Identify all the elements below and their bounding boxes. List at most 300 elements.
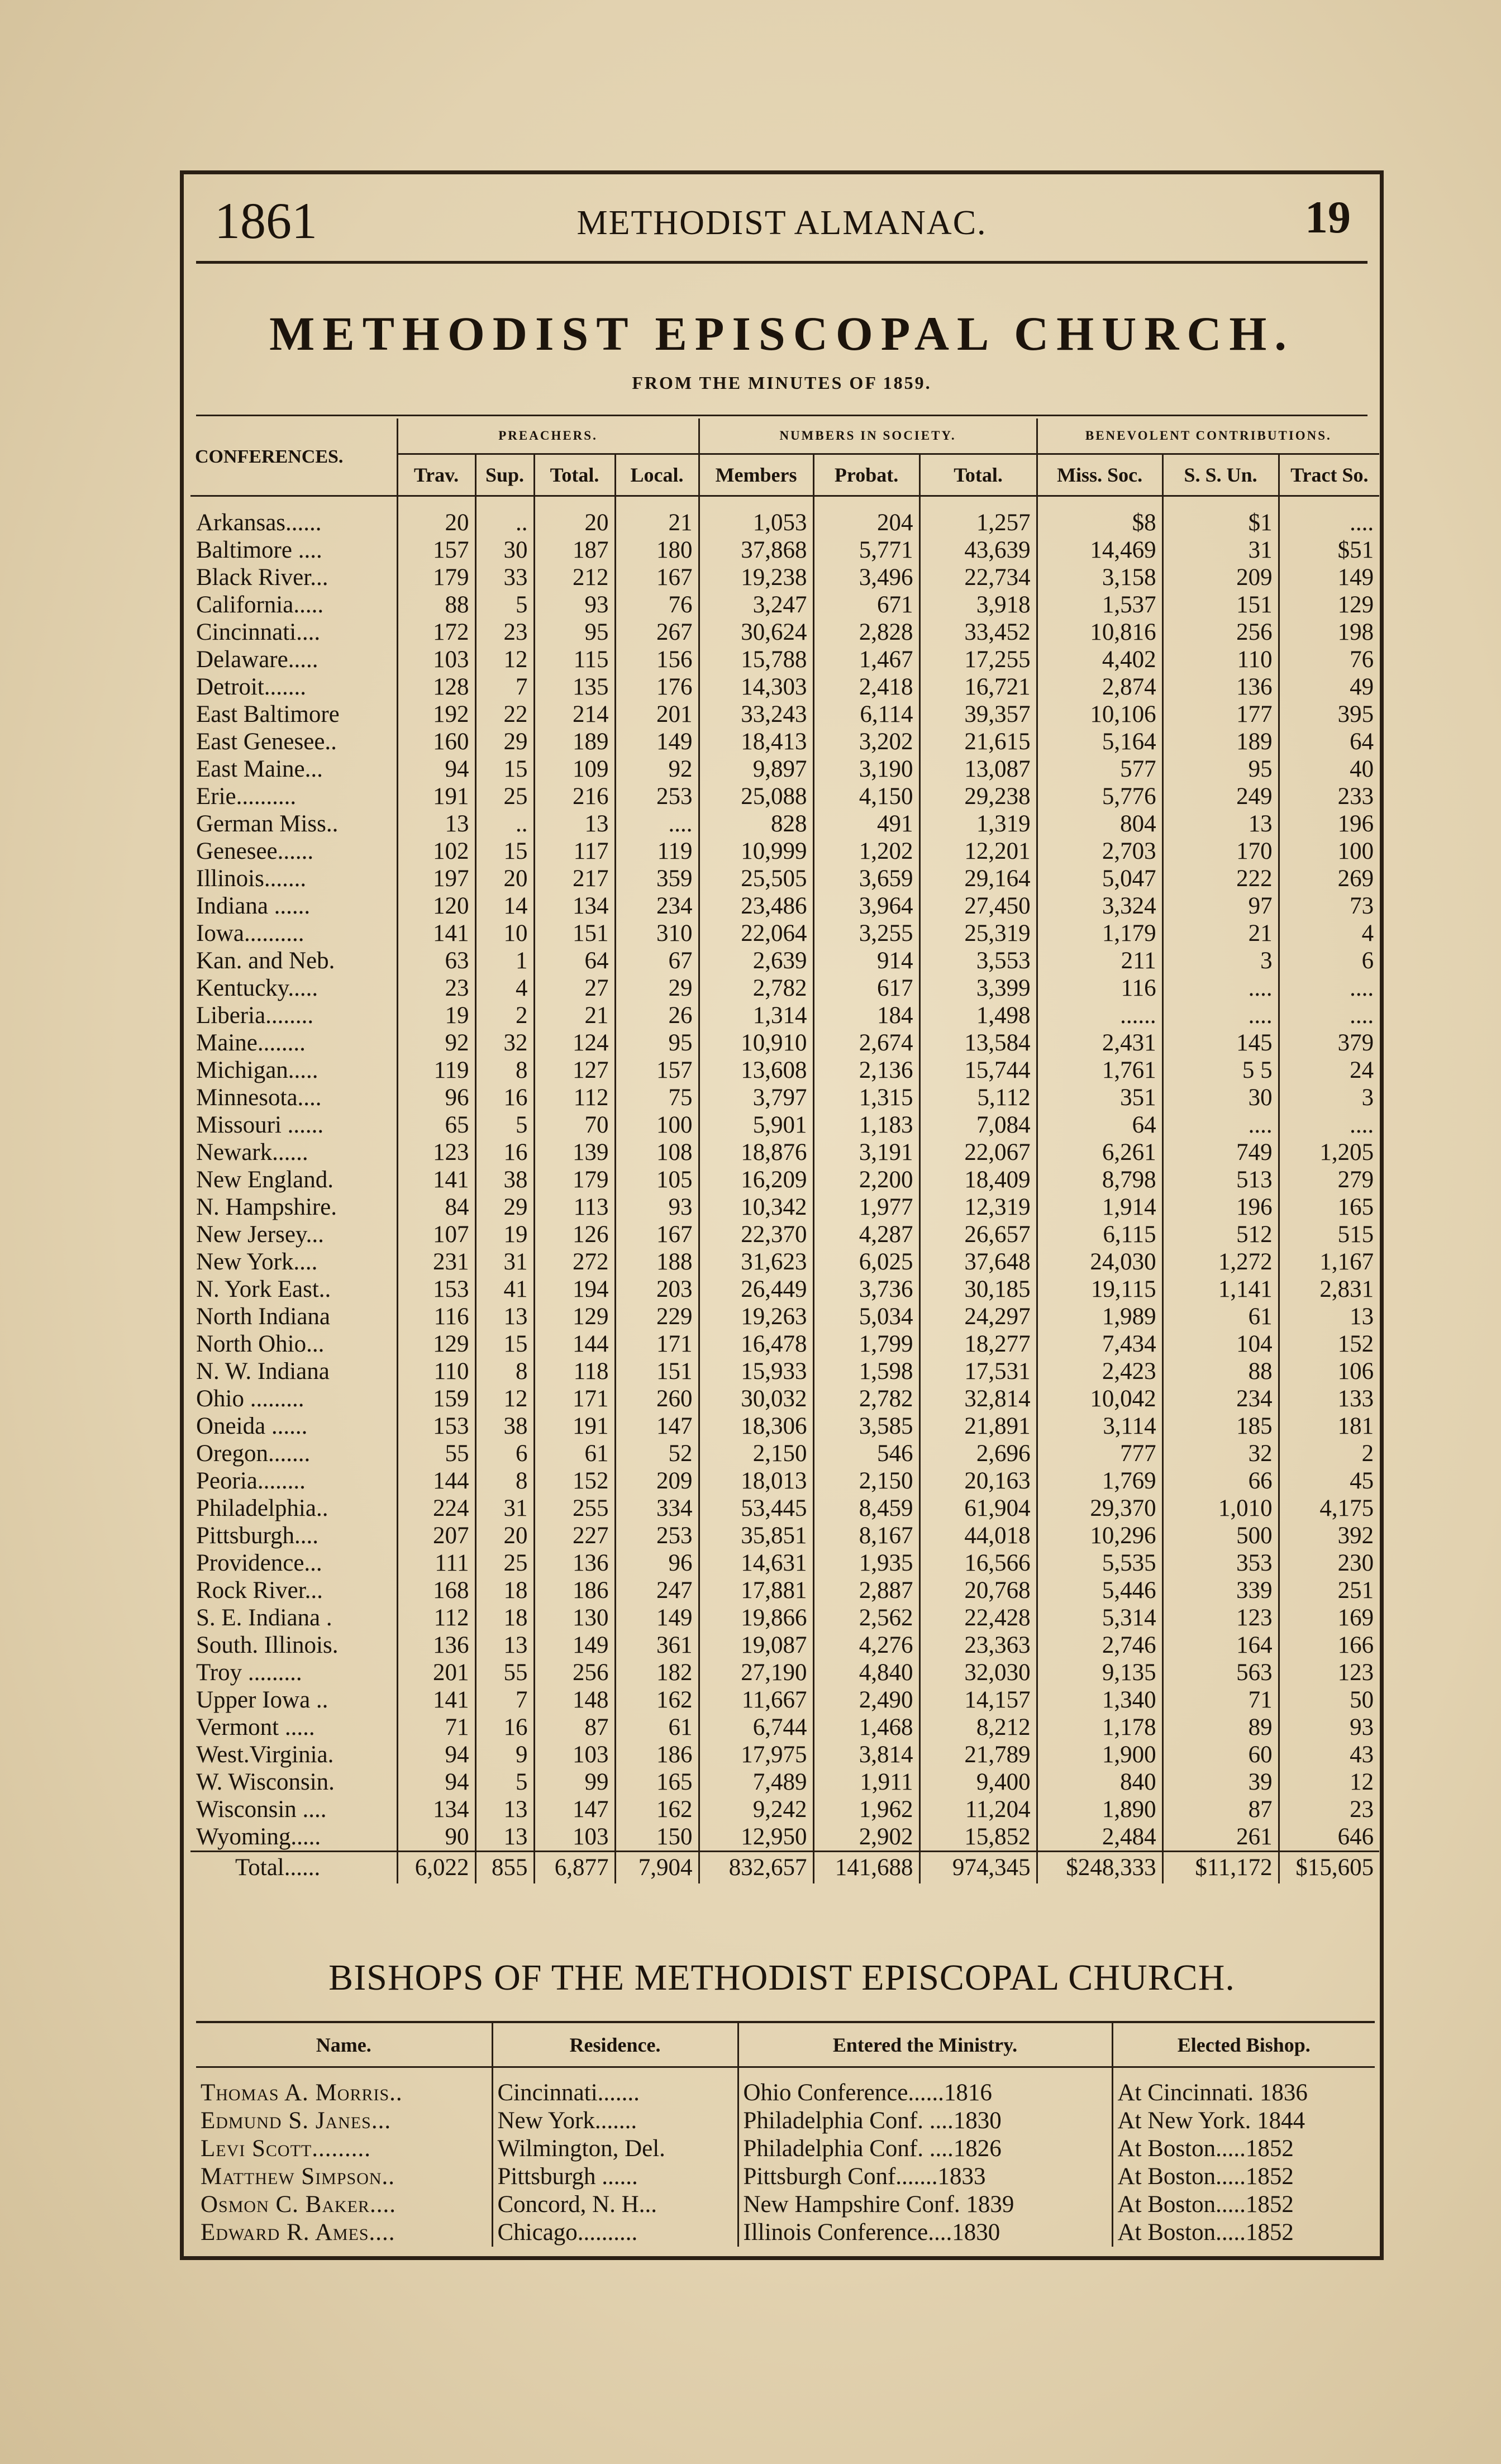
table-cell: 16	[475, 1084, 534, 1111]
table-cell: 171	[534, 1385, 615, 1412]
table-cell: 123	[397, 1139, 475, 1166]
table-cell: 22	[475, 701, 534, 728]
table-cell: 2,831	[1279, 1276, 1379, 1303]
table-cell: 136	[397, 1631, 475, 1659]
table-cell: 112	[534, 1084, 615, 1111]
table-cell: 1,167	[1279, 1248, 1379, 1276]
conference-row	[190, 1111, 1379, 1139]
conference-name: Pittsburgh....	[190, 1522, 397, 1549]
table-cell: 21	[534, 1002, 615, 1029]
table-cell: 37,868	[699, 536, 813, 564]
table-cell: 24,297	[919, 1303, 1037, 1330]
table-cell: 12,950	[699, 1823, 813, 1852]
table-cell: 3,814	[813, 1741, 919, 1768]
table-cell: 23	[475, 619, 534, 646]
table-cell: 29,164	[919, 865, 1037, 892]
table-cell: 17,255	[919, 646, 1037, 673]
table-cell: 179	[534, 1166, 615, 1193]
conference-row	[190, 1440, 1379, 1467]
table-cell: 21	[1162, 920, 1279, 947]
conference-row	[190, 564, 1379, 591]
table-cell: 8,212	[919, 1714, 1037, 1741]
conference-row	[190, 1221, 1379, 1248]
table-cell: 20,163	[919, 1467, 1037, 1495]
table-cell: 55	[475, 1659, 534, 1686]
table-cell: 3,190	[813, 755, 919, 783]
table-cell: 39,357	[919, 701, 1037, 728]
table-cell: $8	[1037, 509, 1162, 536]
bishops-header-row	[196, 2022, 1375, 2067]
table-cell: 164	[1162, 1631, 1279, 1659]
total-cell: 6,877	[534, 1852, 615, 1884]
table-cell: 3,918	[919, 591, 1037, 619]
table-cell: 269	[1279, 865, 1379, 892]
table-cell: 379	[1279, 1029, 1379, 1057]
conference-row	[190, 1796, 1379, 1823]
table-cell: ....	[1279, 509, 1379, 536]
bishop-elected: At Boston.....1852	[1112, 2163, 1375, 2191]
table-cell: 159	[397, 1385, 475, 1412]
table-cell: 1,911	[813, 1768, 919, 1796]
conference-name: Delaware.....	[190, 646, 397, 673]
table-cell: 61	[1162, 1303, 1279, 1330]
table-cell: 64	[1037, 1111, 1162, 1139]
table-cell: 144	[397, 1467, 475, 1495]
table-cell: 513	[1162, 1166, 1279, 1193]
conference-row	[190, 1522, 1379, 1549]
table-cell: 191	[534, 1412, 615, 1440]
bishop-name: Matthew Simpson..	[201, 2163, 395, 2190]
conference-row	[190, 1577, 1379, 1604]
table-cell: ..	[475, 509, 534, 536]
table-cell: 194	[534, 1276, 615, 1303]
table-cell: 2,828	[813, 619, 919, 646]
table-cell: 227	[534, 1522, 615, 1549]
table-cell: 22,064	[699, 920, 813, 947]
table-cell: 749	[1162, 1139, 1279, 1166]
table-cell: 3,797	[699, 1084, 813, 1111]
table-cell: 351	[1037, 1084, 1162, 1111]
table-cell: $51	[1279, 536, 1379, 564]
running-head	[184, 174, 1380, 261]
table-cell: 185	[1162, 1412, 1279, 1440]
conference-name: Oregon.......	[190, 1440, 397, 1467]
table-cell: 18	[475, 1577, 534, 1604]
conference-name: Ohio .........	[190, 1385, 397, 1412]
table-cell: 1,537	[1037, 591, 1162, 619]
table-cell: 9,242	[699, 1796, 813, 1823]
spacer-row	[196, 2067, 1375, 2080]
table-cell: 29	[475, 1193, 534, 1221]
table-cell: 94	[397, 1768, 475, 1796]
table-cell: 18,409	[919, 1166, 1037, 1193]
table-cell: 134	[534, 892, 615, 920]
table-cell: 31,623	[699, 1248, 813, 1276]
table-cell: 26	[615, 1002, 699, 1029]
conference-name: East Baltimore	[190, 701, 397, 728]
conference-row	[190, 1358, 1379, 1385]
bishop-name: Edmund S. Janes...	[201, 2108, 392, 2134]
table-cell: 157	[397, 536, 475, 564]
table-cell: 167	[615, 1221, 699, 1248]
table-cell: 617	[813, 974, 919, 1002]
table-cell: 18,277	[919, 1330, 1037, 1358]
table-cell: 38	[475, 1166, 534, 1193]
table-cell: 546	[813, 1440, 919, 1467]
table-cell: 1,010	[1162, 1495, 1279, 1522]
table-cell: 115	[534, 646, 615, 673]
table-cell: 1,202	[813, 838, 919, 865]
table-cell: 15,933	[699, 1358, 813, 1385]
table-cell: 32,030	[919, 1659, 1037, 1686]
table-cell: 8,167	[813, 1522, 919, 1549]
table-cell: 8,798	[1037, 1166, 1162, 1193]
conference-row	[190, 673, 1379, 701]
conference-name: Cincinnati....	[190, 619, 397, 646]
bishop-elected: At Cincinnati. 1836	[1112, 2079, 1375, 2107]
conference-name: Indiana ......	[190, 892, 397, 920]
total-cell: 7,904	[615, 1852, 699, 1884]
table-cell: 18,306	[699, 1412, 813, 1440]
table-cell: 149	[615, 728, 699, 755]
table-cell: 6,744	[699, 1714, 813, 1741]
table-cell: 3,255	[813, 920, 919, 947]
bishop-residence: Cincinnati.......	[492, 2079, 738, 2107]
table-cell: 44,018	[919, 1522, 1037, 1549]
bishop-elected: At Boston.....1852	[1112, 2191, 1375, 2219]
running-head-title: METHODIST ALMANAC.	[576, 204, 987, 242]
conference-row	[190, 1686, 1379, 1714]
table-cell: 38	[475, 1412, 534, 1440]
table-cell: 1,178	[1037, 1714, 1162, 1741]
table-cell: 3,964	[813, 892, 919, 920]
conference-row	[190, 838, 1379, 865]
page-subtitle: FROM THE MINUTES OF 1859.	[632, 373, 932, 393]
table-cell: 12	[475, 646, 534, 673]
table-cell: 156	[615, 646, 699, 673]
total-cell: $248,333	[1037, 1852, 1162, 1884]
table-cell: 1,498	[919, 1002, 1037, 1029]
table-cell: 2,150	[813, 1467, 919, 1495]
conference-name: W. Wisconsin.	[190, 1768, 397, 1796]
conference-name: Erie..........	[190, 783, 397, 810]
bishop-elected: At Boston.....1852	[1112, 2135, 1375, 2163]
conference-name: German Miss..	[190, 810, 397, 838]
conference-name: Newark......	[190, 1139, 397, 1166]
table-cell: ....	[1279, 1002, 1379, 1029]
table-cell: 20	[475, 865, 534, 892]
table-cell: 359	[615, 865, 699, 892]
table-cell: 129	[1279, 591, 1379, 619]
table-cell: 209	[615, 1467, 699, 1495]
table-cell: 30	[475, 536, 534, 564]
table-cell: 104	[1162, 1330, 1279, 1358]
table-cell: 94	[397, 755, 475, 783]
conference-name: Minnesota....	[190, 1084, 397, 1111]
conference-name: Wisconsin ....	[190, 1796, 397, 1823]
column-header: Trav.	[397, 454, 475, 496]
table-cell: 160	[397, 728, 475, 755]
table-cell: 2,639	[699, 947, 813, 974]
conference-name: Philadelphia..	[190, 1495, 397, 1522]
table-cell: 204	[813, 509, 919, 536]
table-cell: 153	[397, 1276, 475, 1303]
table-cell: 151	[615, 1358, 699, 1385]
column-header: Total.	[534, 454, 615, 496]
table-cell: 162	[615, 1686, 699, 1714]
page-title: METHODIST EPISCOPAL CHURCH.	[269, 307, 1294, 360]
conference-row	[190, 1002, 1379, 1029]
table-cell: 577	[1037, 755, 1162, 783]
title-rule	[196, 415, 1367, 416]
table-cell: 95	[615, 1029, 699, 1057]
table-cell: 129	[534, 1303, 615, 1330]
table-cell: 66	[1162, 1467, 1279, 1495]
conference-row	[190, 1276, 1379, 1303]
table-cell: 139	[534, 1139, 615, 1166]
conference-name: Rock River...	[190, 1577, 397, 1604]
conference-row	[190, 1248, 1379, 1276]
table-cell: 646	[1279, 1823, 1379, 1852]
table-cell: 96	[615, 1549, 699, 1577]
table-cell: 176	[615, 673, 699, 701]
table-cell: 2,150	[699, 1440, 813, 1467]
table-cell: 6,261	[1037, 1139, 1162, 1166]
table-cell: 272	[534, 1248, 615, 1276]
table-cell: 1,467	[813, 646, 919, 673]
table-cell: 123	[1162, 1604, 1279, 1631]
conference-row	[190, 1659, 1379, 1686]
table-cell: ....	[1162, 974, 1279, 1002]
bishop-entered-ministry: Pittsburgh Conf.......1833	[738, 2163, 1112, 2191]
table-cell: 52	[615, 1440, 699, 1467]
table-cell: 103	[534, 1741, 615, 1768]
table-cell: 3,553	[919, 947, 1037, 974]
table-cell: 172	[397, 619, 475, 646]
table-cell: 13	[475, 1823, 534, 1852]
conference-row	[190, 536, 1379, 564]
table-cell: 1,319	[919, 810, 1037, 838]
table-cell: 2,562	[813, 1604, 919, 1631]
table-cell: 563	[1162, 1659, 1279, 1686]
table-cell: 5,164	[1037, 728, 1162, 755]
table-cell: 3	[1162, 947, 1279, 974]
table-cell: 134	[397, 1796, 475, 1823]
total-cell: 141,688	[813, 1852, 919, 1884]
table-cell: 5,446	[1037, 1577, 1162, 1604]
table-cell: 182	[615, 1659, 699, 1686]
table-cell: 234	[1162, 1385, 1279, 1412]
table-cell: 29,238	[919, 783, 1037, 810]
table-cell: 8,459	[813, 1495, 919, 1522]
bishop-residence: New York.......	[492, 2107, 738, 2135]
table-cell: 103	[397, 646, 475, 673]
table-cell: 22,734	[919, 564, 1037, 591]
table-cell: 60	[1162, 1741, 1279, 1768]
table-cell: 353	[1162, 1549, 1279, 1577]
table-cell: 87	[534, 1714, 615, 1741]
table-cell: 8	[475, 1467, 534, 1495]
conference-name: Maine........	[190, 1029, 397, 1057]
table-cell: 2,874	[1037, 673, 1162, 701]
table-cell: 124	[534, 1029, 615, 1057]
conference-name: Michigan.....	[190, 1057, 397, 1084]
table-cell: 13	[534, 810, 615, 838]
table-cell: 12	[1279, 1768, 1379, 1796]
table-cell: 25,088	[699, 783, 813, 810]
table-cell: 87	[1162, 1796, 1279, 1823]
table-cell: 804	[1037, 810, 1162, 838]
table-cell: 151	[1162, 591, 1279, 619]
table-cell: 105	[615, 1166, 699, 1193]
table-cell: 100	[1279, 838, 1379, 865]
bishop-name: Edward R. Ames....	[201, 2219, 395, 2246]
table-cell: 15,744	[919, 1057, 1037, 1084]
table-cell: 231	[397, 1248, 475, 1276]
total-cell: 6,022	[397, 1852, 475, 1884]
table-cell: 515	[1279, 1221, 1379, 1248]
table-cell: 35,851	[699, 1522, 813, 1549]
table-cell: 1,989	[1037, 1303, 1162, 1330]
table-cell: 207	[397, 1522, 475, 1549]
table-cell: 188	[615, 1248, 699, 1276]
table-cell: 9,400	[919, 1768, 1037, 1796]
table-cell: 671	[813, 591, 919, 619]
conference-row	[190, 509, 1379, 536]
table-cell: 6	[475, 1440, 534, 1467]
table-cell: 222	[1162, 865, 1279, 892]
table-cell: 171	[615, 1330, 699, 1358]
table-cell: 26,657	[919, 1221, 1037, 1248]
table-cell: 2	[475, 1002, 534, 1029]
conference-row	[190, 1768, 1379, 1796]
table-cell: 153	[397, 1412, 475, 1440]
table-cell: 21,891	[919, 1412, 1037, 1440]
table-cell: 141	[397, 920, 475, 947]
table-cell: 76	[615, 591, 699, 619]
table-cell: 22,067	[919, 1139, 1037, 1166]
table-cell: 92	[615, 755, 699, 783]
conference-row	[190, 1084, 1379, 1111]
table-cell: 192	[397, 701, 475, 728]
table-cell: 3,399	[919, 974, 1037, 1002]
table-cell: 4,175	[1279, 1495, 1379, 1522]
table-cell: 1,598	[813, 1358, 919, 1385]
table-cell: 151	[534, 920, 615, 947]
table-cell: 25	[475, 1549, 534, 1577]
page-frame	[180, 170, 1384, 2260]
table-cell: 141	[397, 1166, 475, 1193]
table-cell: 106	[1279, 1358, 1379, 1385]
table-cell: 1,053	[699, 509, 813, 536]
table-cell: 23	[1279, 1796, 1379, 1823]
table-cell: 10,910	[699, 1029, 813, 1057]
conference-row	[190, 1193, 1379, 1221]
table-cell: 177	[1162, 701, 1279, 728]
table-cell: 128	[397, 673, 475, 701]
conference-name: N. W. Indiana	[190, 1358, 397, 1385]
total-row	[190, 1852, 1379, 1884]
table-cell: 116	[397, 1303, 475, 1330]
spacer-row	[190, 496, 1379, 510]
page-number: 19	[1305, 192, 1351, 242]
column-header: S. S. Un.	[1162, 454, 1279, 496]
table-cell: 179	[397, 564, 475, 591]
column-header: Miss. Soc.	[1037, 454, 1162, 496]
conference-name: East Maine...	[190, 755, 397, 783]
table-cell: 186	[615, 1741, 699, 1768]
table-cell: 10	[475, 920, 534, 947]
table-cell: 16	[475, 1139, 534, 1166]
table-cell: 100	[615, 1111, 699, 1139]
table-cell: 96	[397, 1084, 475, 1111]
bishop-name: Levi Scott.........	[201, 2135, 371, 2162]
conference-name: Vermont .....	[190, 1714, 397, 1741]
table-cell: 17,975	[699, 1741, 813, 1768]
conference-name: North Indiana	[190, 1303, 397, 1330]
preachers-group-header: PREACHERS.	[397, 418, 699, 454]
table-cell: 4	[1279, 920, 1379, 947]
table-cell: 16,478	[699, 1330, 813, 1358]
table-cell: ....	[615, 810, 699, 838]
table-cell: 126	[534, 1221, 615, 1248]
table-cell: 30,032	[699, 1385, 813, 1412]
table-cell: 14,303	[699, 673, 813, 701]
conference-name: New England.	[190, 1166, 397, 1193]
table-cell: 500	[1162, 1522, 1279, 1549]
table-cell: 251	[1279, 1577, 1379, 1604]
table-cell: 181	[1279, 1412, 1379, 1440]
conference-name: South. Illinois.	[190, 1631, 397, 1659]
table-cell: 1	[475, 947, 534, 974]
table-cell: 189	[534, 728, 615, 755]
table-cell: 13	[475, 1631, 534, 1659]
table-cell: 136	[1162, 673, 1279, 701]
table-cell: 29	[475, 728, 534, 755]
table-cell: 1,205	[1279, 1139, 1379, 1166]
table-cell: 130	[534, 1604, 615, 1631]
table-cell: 33,452	[919, 619, 1037, 646]
table-cell: 16,721	[919, 673, 1037, 701]
table-cell: 512	[1162, 1221, 1279, 1248]
table-cell: 112	[397, 1604, 475, 1631]
table-cell: 1,314	[699, 1002, 813, 1029]
table-cell: 2,200	[813, 1166, 919, 1193]
table-cell: 217	[534, 865, 615, 892]
table-cell: 20	[397, 509, 475, 536]
table-cell: 1,769	[1037, 1467, 1162, 1495]
table-cell: 149	[1279, 564, 1379, 591]
total-label: Total......	[190, 1852, 397, 1884]
table-cell: 2,431	[1037, 1029, 1162, 1057]
table-cell: 1,183	[813, 1111, 919, 1139]
column-header: Local.	[615, 454, 699, 496]
table-cell: 261	[1162, 1823, 1279, 1852]
table-cell: 203	[615, 1276, 699, 1303]
table-cell: 5 5	[1162, 1057, 1279, 1084]
bishop-row	[196, 2163, 1375, 2191]
table-cell: 23,486	[699, 892, 813, 920]
table-cell: 25	[475, 783, 534, 810]
table-cell: 2,887	[813, 1577, 919, 1604]
table-cell: 2,490	[813, 1686, 919, 1714]
table-cell: 95	[534, 619, 615, 646]
total-cell: $11,172	[1162, 1852, 1279, 1884]
table-cell: 76	[1279, 646, 1379, 673]
table-cell: 2,423	[1037, 1358, 1162, 1385]
table-cell: 17,531	[919, 1358, 1037, 1385]
table-cell: 10,106	[1037, 701, 1162, 728]
